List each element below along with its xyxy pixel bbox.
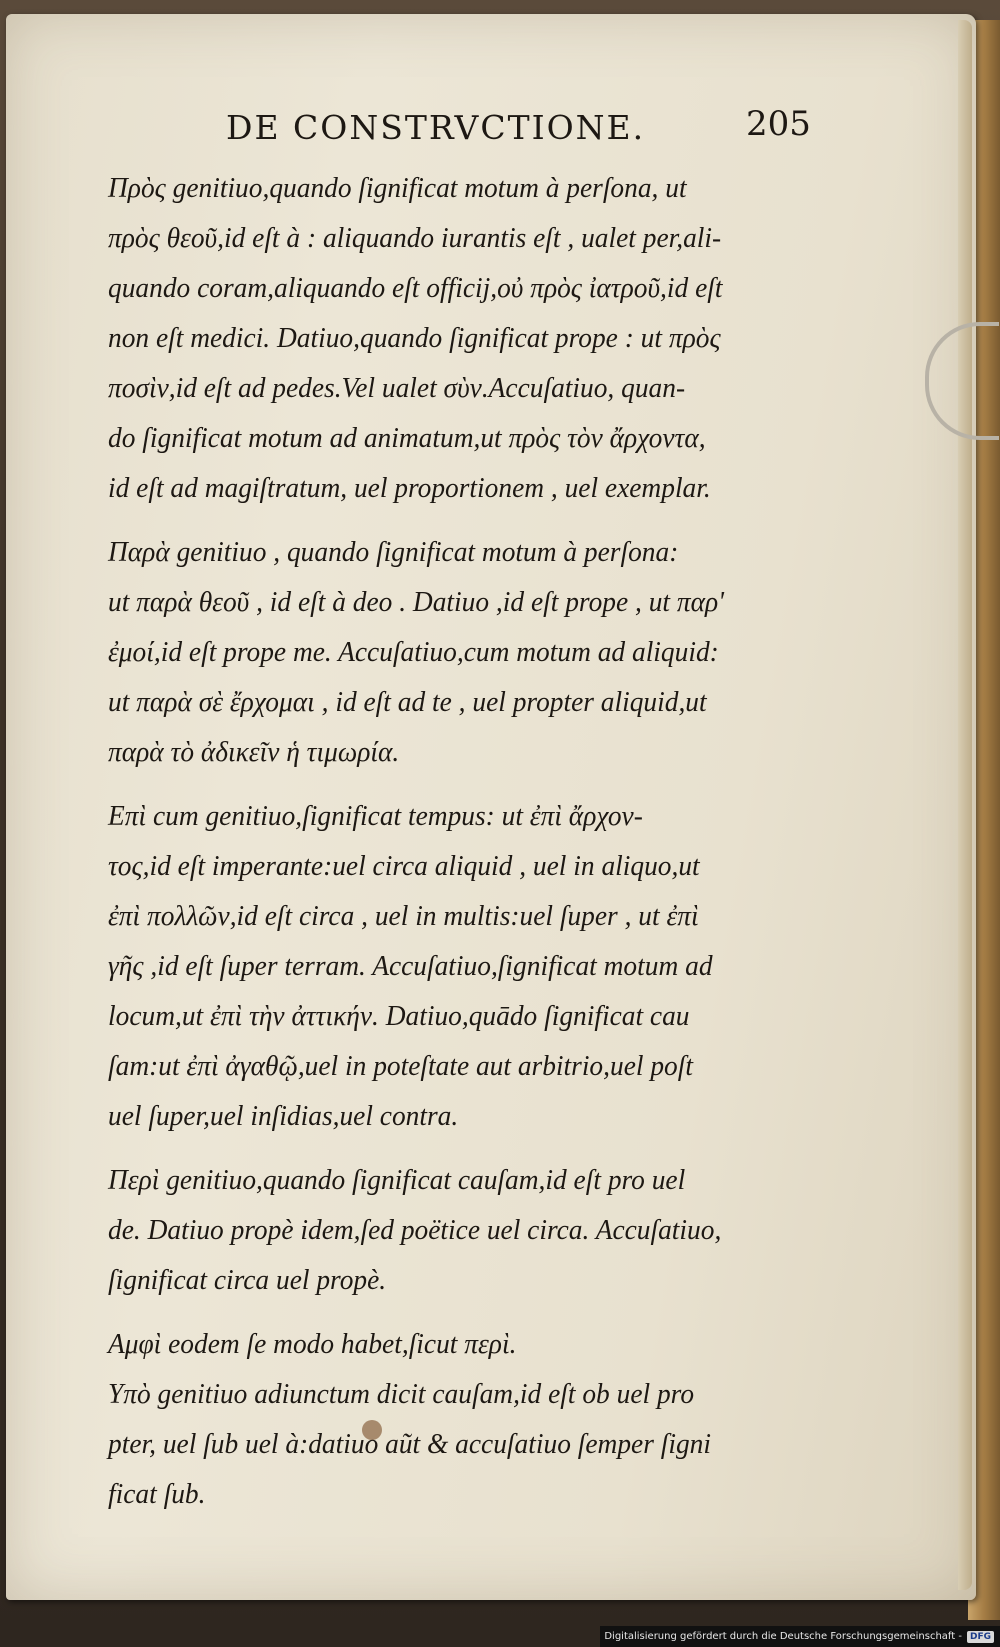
text-line: ut παρὰ θεοῦ , id eſt à deo . Datiuo ,id eſt prope , ut παρ' xyxy=(108,587,725,618)
text-line: de. Datiuo propè idem,ſed poëtice uel circa. Accuſatiuo, xyxy=(108,1215,722,1246)
paragraph-gap xyxy=(108,778,828,792)
text-line: ſam:ut ἐπὶ ἀγαθῷ,uel in poteſtate aut arbitrio,uel poſt xyxy=(108,1051,693,1082)
text-line: do ſignificat motum ad animatum,ut πρὸς τὸν ἄρχοντα, xyxy=(108,423,706,454)
text-line: uel ſuper,uel inſidias,uel contra. xyxy=(108,1101,459,1132)
text-line: quando coram,aliquando eſt officij,οὐ πρὸς ἰατροῦ,id eſt xyxy=(108,273,723,304)
footer-credit: Digitalisierung gefördert durch die Deutsche Forschungsgemeinschaft - xyxy=(604,1631,962,1642)
digitization-footer xyxy=(600,1626,1000,1647)
running-head: DE CONSTRVCTIONE. xyxy=(226,108,646,147)
page-header xyxy=(226,104,826,156)
text-line: Πρὸς genitiuo,quando ſignificat motum à perſona, ut xyxy=(108,173,687,204)
text-line: id eſt ad magiſtratum, uel proportionem , uel exemplar. xyxy=(108,473,711,504)
page-body xyxy=(108,164,828,1520)
text-line: Παρὰ genitiuo , quando ſignificat motum à perſona: xyxy=(108,537,679,568)
text-line: Υπὸ genitiuo adiunctum dicit cauſam,id eſt ob uel pro xyxy=(108,1379,695,1410)
text-line: ficat ſub. xyxy=(108,1479,206,1510)
text-line: ut παρὰ σὲ ἔρχομαι , id eſt ad te , uel propter aliquid,ut xyxy=(108,687,707,718)
dfg-logo: DFG xyxy=(967,1631,994,1643)
page-number: 205 xyxy=(746,104,811,144)
text-line: ἐπὶ πολλῶν,id eſt circa , uel in multis:uel ſuper , ut ἐπὶ xyxy=(108,901,699,932)
text-line: locum,ut ἐπὶ τὴν ἀττικήν. Datiuo,quādo ſignificat cau xyxy=(108,1001,690,1032)
text-line: non eſt medici. Datiuo,quando ſignificat prope : ut πρὸς xyxy=(108,323,721,354)
text-line: ἐμοί,id eſt prope me. Accuſatiuo,cum motum ad aliquid: xyxy=(108,637,719,668)
text-line: ſignificat circa uel propè. xyxy=(108,1265,387,1296)
text-line: γῆς ,id eſt ſuper terram. Accuſatiuo,ſignificat motum ad xyxy=(108,951,713,982)
paragraph-gap xyxy=(108,1142,828,1156)
paragraph-gap xyxy=(108,1306,828,1320)
paragraph-gap xyxy=(108,514,828,528)
text-line: Αμφὶ eodem ſe modo habet,ſicut περὶ. xyxy=(108,1329,517,1360)
text-line: τος,id eſt imperante:uel circa aliquid , uel in aliquo,ut xyxy=(108,851,700,882)
page-edge xyxy=(958,20,972,1590)
text-line: ποσὶν,id eſt ad pedes.Vel ualet σὺν.Accuſatiuo, quan- xyxy=(108,373,686,404)
text-line: παρὰ τὸ ἀδικεῖν ἡ τιμωρία. xyxy=(108,737,400,768)
text-line: πρὸς θεοῦ,id eſt à : aliquando iurantis eſt , ualet per,ali- xyxy=(108,223,722,254)
text-line: Επὶ cum genitiuo,ſignificat tempus: ut ἐπὶ ἄρχον- xyxy=(108,801,643,832)
text-line: pter, uel ſub uel à:datiuo aũt & accuſatiuo ſemper ſigni xyxy=(108,1429,711,1460)
text-line: Περὶ genitiuo,quando ſignificat cauſam,id eſt pro uel xyxy=(108,1165,686,1196)
